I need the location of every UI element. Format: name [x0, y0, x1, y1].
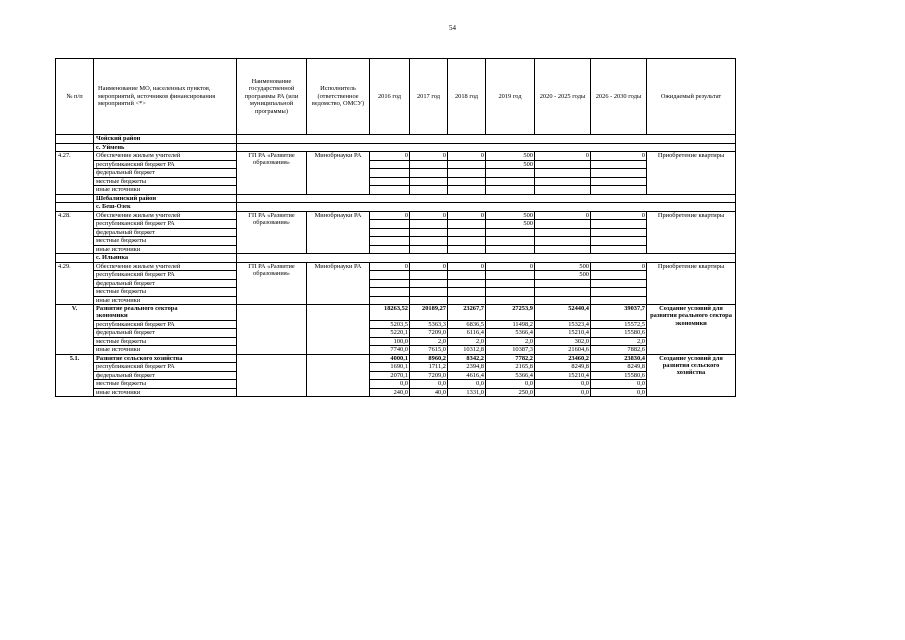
- total-cell: 23830,4: [591, 354, 647, 363]
- table-row: [56, 262, 736, 271]
- value-cell: 500: [486, 211, 535, 220]
- program-name: ГП РА «Развитие образования»: [237, 211, 307, 254]
- value-cell: 5366,4: [486, 371, 535, 380]
- row-name: местные бюджеты: [94, 237, 237, 246]
- table-row: [56, 337, 736, 346]
- value-cell: 8249,8: [535, 363, 591, 372]
- row-name: иные источники: [94, 296, 237, 305]
- value-cell: [448, 160, 486, 169]
- value-cell: 6116,4: [448, 329, 486, 338]
- header-number: № п/п: [56, 59, 94, 135]
- value-cell: [410, 279, 448, 288]
- row-name: федеральный бюджет: [94, 371, 237, 380]
- value-cell: [448, 228, 486, 237]
- value-cell: [370, 237, 410, 246]
- header-2019: 2019 год: [486, 59, 535, 135]
- value-cell: [370, 228, 410, 237]
- executor-name: Минобрнауки РА: [307, 152, 370, 195]
- value-cell: 7209,0: [410, 329, 448, 338]
- value-cell: 15210,4: [535, 371, 591, 380]
- value-cell: 0,0: [535, 380, 591, 389]
- settlement-row: [56, 203, 736, 212]
- value-cell: [448, 279, 486, 288]
- program-name: ГП РА «Развитие образования»: [237, 262, 307, 305]
- total-cell: 52440,4: [535, 305, 591, 321]
- value-cell: [591, 177, 647, 186]
- value-cell: 7740,0: [370, 346, 410, 355]
- expected-result: Создание условий для развития сельского хозяйства: [647, 354, 736, 397]
- value-cell: [410, 186, 448, 195]
- row-name: местные бюджеты: [94, 380, 237, 389]
- value-cell: [410, 160, 448, 169]
- expected-result: Приобретение квартиры: [647, 262, 736, 305]
- value-cell: 7882,6: [591, 346, 647, 355]
- value-cell: [535, 288, 591, 297]
- table-row: [56, 177, 736, 186]
- value-cell: [591, 245, 647, 254]
- table-row: [56, 346, 736, 355]
- executor-name: Минобрнауки РА: [307, 262, 370, 305]
- value-cell: [448, 186, 486, 195]
- value-cell: 0: [591, 211, 647, 220]
- value-cell: 2,0: [486, 337, 535, 346]
- item-number: 4.27.: [56, 152, 94, 195]
- row-name: республиканский бюджет РА: [94, 320, 237, 329]
- value-cell: 6836,5: [448, 320, 486, 329]
- value-cell: 500: [535, 271, 591, 280]
- value-cell: [535, 237, 591, 246]
- value-cell: [591, 237, 647, 246]
- table-row: [56, 160, 736, 169]
- settlement-name: с. Ильинка: [94, 254, 237, 263]
- value-cell: 100,0: [370, 337, 410, 346]
- value-cell: 5220,1: [370, 329, 410, 338]
- empty-cell: [237, 254, 736, 263]
- table-body: [56, 135, 736, 397]
- value-cell: [370, 288, 410, 297]
- table-row: [56, 363, 736, 372]
- header-result: Ожидаемый результат: [647, 59, 736, 135]
- value-cell: 0: [410, 152, 448, 161]
- table-row: [56, 186, 736, 195]
- value-cell: 0,0: [410, 380, 448, 389]
- value-cell: 1690,1: [370, 363, 410, 372]
- value-cell: [410, 177, 448, 186]
- value-cell: [370, 169, 410, 178]
- value-cell: 0: [448, 262, 486, 271]
- value-cell: 0,0: [535, 388, 591, 397]
- value-cell: 15210,4: [535, 329, 591, 338]
- total-cell: 7782,2: [486, 354, 535, 363]
- district-name: Чойский район: [94, 135, 237, 144]
- value-cell: 10387,3: [486, 346, 535, 355]
- expected-result: Создание условий для развития реального сектора экономики: [647, 305, 736, 355]
- total-cell: 20189,27: [410, 305, 448, 321]
- value-cell: [486, 228, 535, 237]
- value-cell: [370, 296, 410, 305]
- row-name: местные бюджеты: [94, 288, 237, 297]
- value-cell: [370, 177, 410, 186]
- value-cell: [486, 271, 535, 280]
- table-row: [56, 271, 736, 280]
- value-cell: 2165,8: [486, 363, 535, 372]
- value-cell: 0: [591, 152, 647, 161]
- value-cell: 500: [486, 152, 535, 161]
- value-cell: [370, 220, 410, 229]
- value-cell: [535, 279, 591, 288]
- table-row: [56, 169, 736, 178]
- table-row: [56, 228, 736, 237]
- value-cell: [535, 177, 591, 186]
- header-program: Наименование государственной программы РА (или муниципальной программы): [237, 59, 307, 135]
- total-cell: 8342,2: [448, 354, 486, 363]
- table-row: [56, 237, 736, 246]
- row-name: республиканский бюджет РА: [94, 160, 237, 169]
- value-cell: 0: [370, 211, 410, 220]
- value-cell: [591, 288, 647, 297]
- financing-table: [55, 58, 736, 397]
- row-name: федеральный бюджет: [94, 329, 237, 338]
- value-cell: [535, 245, 591, 254]
- value-cell: 0: [410, 262, 448, 271]
- value-cell: 500: [486, 160, 535, 169]
- value-cell: [448, 245, 486, 254]
- value-cell: [410, 228, 448, 237]
- value-cell: [486, 296, 535, 305]
- value-cell: 0: [535, 152, 591, 161]
- value-cell: 1711,2: [410, 363, 448, 372]
- total-cell: 23267,7: [448, 305, 486, 321]
- table-row: [56, 320, 736, 329]
- value-cell: 0,0: [370, 380, 410, 389]
- value-cell: [448, 296, 486, 305]
- item-number: 4.28.: [56, 211, 94, 254]
- value-cell: 15580,6: [591, 329, 647, 338]
- district-row: [56, 194, 736, 203]
- row-name: иные источники: [94, 186, 237, 195]
- header-executor: Исполнитель (ответственное ведомство, ОМСУ): [307, 59, 370, 135]
- value-cell: 11498,2: [486, 320, 535, 329]
- value-cell: 15580,6: [591, 371, 647, 380]
- district-row: [56, 135, 736, 144]
- value-cell: [486, 279, 535, 288]
- total-cell: 8960,2: [410, 354, 448, 363]
- value-cell: [535, 228, 591, 237]
- table-row: [56, 296, 736, 305]
- value-cell: 2,0: [448, 337, 486, 346]
- empty-cell: [56, 194, 94, 203]
- value-cell: [448, 271, 486, 280]
- value-cell: 1331,0: [448, 388, 486, 397]
- value-cell: 500: [535, 262, 591, 271]
- value-cell: 0,0: [591, 380, 647, 389]
- empty-cell: [237, 203, 736, 212]
- table-row: [56, 211, 736, 220]
- expected-result: Приобретение квартиры: [647, 152, 736, 195]
- row-name: федеральный бюджет: [94, 279, 237, 288]
- empty-cell: [56, 143, 94, 152]
- settlement-name: с. Беш-Озек: [94, 203, 237, 212]
- executor-name: [307, 305, 370, 355]
- header-2026-2030: 2026 - 2030 годы: [591, 59, 647, 135]
- row-name: республиканский бюджет РА: [94, 363, 237, 372]
- row-name: иные источники: [94, 388, 237, 397]
- value-cell: [591, 228, 647, 237]
- value-cell: [410, 220, 448, 229]
- section-title: [94, 305, 237, 321]
- value-cell: 0: [410, 211, 448, 220]
- total-cell: 4000,1: [370, 354, 410, 363]
- value-cell: 7209,0: [410, 371, 448, 380]
- empty-cell: [237, 194, 736, 203]
- value-cell: [591, 186, 647, 195]
- value-cell: 0: [370, 152, 410, 161]
- table-row: [56, 245, 736, 254]
- value-cell: [448, 220, 486, 229]
- table-row: [56, 380, 736, 389]
- table-row: [56, 279, 736, 288]
- value-cell: [448, 177, 486, 186]
- value-cell: [410, 237, 448, 246]
- row-name: местные бюджеты: [94, 337, 237, 346]
- item-number: 4.29.: [56, 262, 94, 305]
- value-cell: 250,0: [486, 388, 535, 397]
- settlement-row: [56, 143, 736, 152]
- value-cell: [410, 245, 448, 254]
- header-2016: 2016 год: [370, 59, 410, 135]
- value-cell: [535, 296, 591, 305]
- value-cell: [591, 160, 647, 169]
- header-2020-2025: 2020 - 2025 годы: [535, 59, 591, 135]
- empty-cell: [56, 254, 94, 263]
- value-cell: [486, 169, 535, 178]
- total-cell: 39037,7: [591, 305, 647, 321]
- value-cell: [370, 271, 410, 280]
- table-row: [56, 388, 736, 397]
- table-row: [56, 329, 736, 338]
- section-title-line2: экономики: [96, 312, 128, 320]
- table-row: [56, 371, 736, 380]
- value-cell: [370, 245, 410, 254]
- district-name: Шебалинский район: [94, 194, 237, 203]
- total-cell: 23460,2: [535, 354, 591, 363]
- value-cell: 2,0: [410, 337, 448, 346]
- table-row: [56, 152, 736, 161]
- executor-name: Минобрнауки РА: [307, 211, 370, 254]
- value-cell: 0: [591, 262, 647, 271]
- table-row: [56, 288, 736, 297]
- program-name: [237, 305, 307, 355]
- value-cell: [535, 160, 591, 169]
- program-name: [237, 354, 307, 397]
- value-cell: 302,0: [535, 337, 591, 346]
- value-cell: 0: [448, 211, 486, 220]
- value-cell: [410, 288, 448, 297]
- section-total-row: [56, 305, 736, 321]
- value-cell: 15323,4: [535, 320, 591, 329]
- value-cell: [535, 220, 591, 229]
- settlement-row: [56, 254, 736, 263]
- row-name: республиканский бюджет РА: [94, 271, 237, 280]
- empty-cell: [237, 143, 736, 152]
- page-number: 54: [449, 24, 456, 32]
- value-cell: 0,0: [486, 380, 535, 389]
- value-cell: 10312,8: [448, 346, 486, 355]
- value-cell: [410, 169, 448, 178]
- value-cell: [591, 220, 647, 229]
- section-total-row: [56, 354, 736, 363]
- value-cell: 0,0: [448, 380, 486, 389]
- value-cell: [591, 279, 647, 288]
- value-cell: [535, 169, 591, 178]
- value-cell: [370, 279, 410, 288]
- row-name: федеральный бюджет: [94, 228, 237, 237]
- value-cell: 0: [448, 152, 486, 161]
- program-name: ГП РА «Развитие образования»: [237, 152, 307, 195]
- expected-result: Приобретение квартиры: [647, 211, 736, 254]
- total-cell: 27253,9: [486, 305, 535, 321]
- section-title-line1: Развитие сельского хозяйства: [96, 354, 183, 362]
- header-2018: 2018 год: [448, 59, 486, 135]
- section-title: [94, 354, 237, 363]
- value-cell: [370, 160, 410, 169]
- value-cell: [486, 186, 535, 195]
- value-cell: 5363,3: [410, 320, 448, 329]
- row-name: Обеспечение жильем учителей: [94, 152, 237, 161]
- value-cell: [486, 177, 535, 186]
- value-cell: [591, 296, 647, 305]
- row-name: республиканский бюджет РА: [94, 220, 237, 229]
- value-cell: 7615,0: [410, 346, 448, 355]
- value-cell: 2,0: [591, 337, 647, 346]
- row-name: Обеспечение жильем учителей: [94, 262, 237, 271]
- value-cell: 15572,5: [591, 320, 647, 329]
- value-cell: 8249,8: [591, 363, 647, 372]
- value-cell: [410, 271, 448, 280]
- table-row: [56, 220, 736, 229]
- row-name: Обеспечение жильем учителей: [94, 211, 237, 220]
- value-cell: 0: [370, 262, 410, 271]
- value-cell: [370, 186, 410, 195]
- total-cell: 18263,52: [370, 305, 410, 321]
- section-number: 5.1.: [56, 354, 94, 397]
- value-cell: 0: [486, 262, 535, 271]
- value-cell: [410, 296, 448, 305]
- value-cell: 240,0: [370, 388, 410, 397]
- section-title-line1: Развитие реального сектора: [96, 305, 178, 312]
- value-cell: 40,0: [410, 388, 448, 397]
- section-number: V.: [56, 305, 94, 355]
- executor-name: [307, 354, 370, 397]
- empty-cell: [56, 135, 94, 144]
- value-cell: [486, 288, 535, 297]
- row-name: местные бюджеты: [94, 177, 237, 186]
- value-cell: 2394,8: [448, 363, 486, 372]
- value-cell: 5366,4: [486, 329, 535, 338]
- value-cell: [486, 245, 535, 254]
- empty-cell: [56, 203, 94, 212]
- value-cell: [535, 186, 591, 195]
- header-name: Наименование МО, населенных пунктов, мероприятий, источников финансирования мероприятий <*>: [94, 59, 237, 135]
- value-cell: [448, 169, 486, 178]
- row-name: федеральный бюджет: [94, 169, 237, 178]
- value-cell: [591, 271, 647, 280]
- value-cell: 21604,6: [535, 346, 591, 355]
- value-cell: [591, 169, 647, 178]
- value-cell: 0,0: [591, 388, 647, 397]
- value-cell: 4616,4: [448, 371, 486, 380]
- row-name: иные источники: [94, 245, 237, 254]
- empty-cell: [237, 135, 736, 144]
- value-cell: 0: [535, 211, 591, 220]
- value-cell: [448, 288, 486, 297]
- value-cell: 5203,5: [370, 320, 410, 329]
- table-header: [56, 59, 736, 135]
- settlement-name: с. Уймень: [94, 143, 237, 152]
- value-cell: [448, 237, 486, 246]
- value-cell: [486, 237, 535, 246]
- value-cell: 500: [486, 220, 535, 229]
- header-2017: 2017 год: [410, 59, 448, 135]
- value-cell: 2070,1: [370, 371, 410, 380]
- row-name: иные источники: [94, 346, 237, 355]
